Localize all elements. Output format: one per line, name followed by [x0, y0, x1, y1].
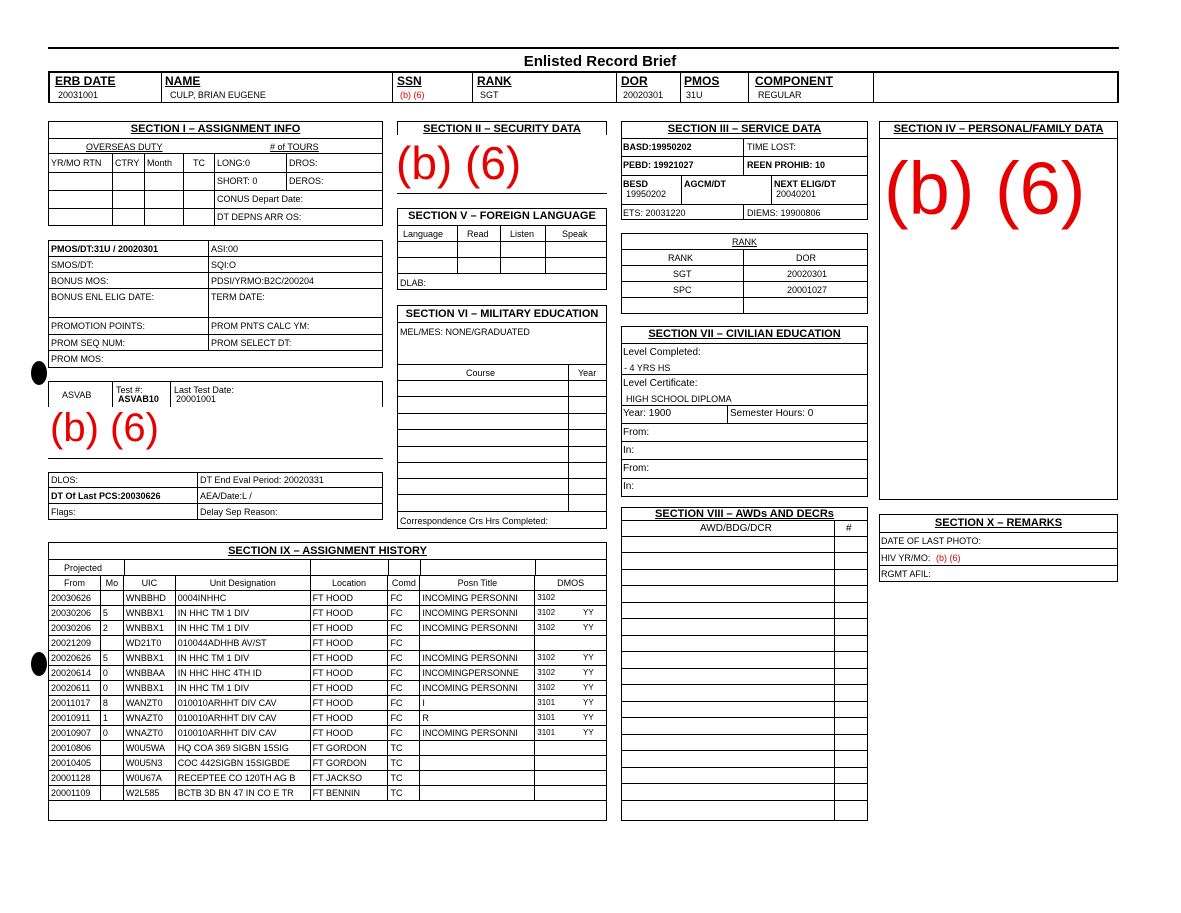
- top-rule: [48, 47, 1119, 49]
- table-cell: IN HHC TM 1 DIV: [175, 651, 310, 666]
- section6-title: SECTION VI – MILITARY EDUCATION: [405, 308, 599, 320]
- col-mo: Mo: [100, 576, 123, 591]
- table-cell: 20010405: [49, 756, 101, 771]
- table-cell: FT HOOD: [310, 591, 388, 606]
- col-from: From: [49, 576, 101, 591]
- section2-title: SECTION II – SECURITY DATA: [423, 123, 581, 135]
- section1-title: SECTION I – ASSIGNMENT INFO: [130, 123, 301, 135]
- dlab: DLAB:: [400, 278, 427, 288]
- table-cell: 2: [100, 621, 123, 636]
- lang-read: Read: [467, 229, 489, 239]
- table-cell: INCOMING PERSONNI: [420, 606, 535, 621]
- table-cell: YY: [571, 606, 607, 621]
- table-cell: 3101: [535, 696, 571, 711]
- hiv-value: (b) (6): [936, 553, 961, 563]
- section8-title: SECTION VIII – AWDs AND DECRs: [655, 508, 834, 520]
- table-cell: [535, 741, 571, 756]
- deros: DEROS:: [289, 176, 324, 186]
- table-cell: FT HOOD: [310, 726, 388, 741]
- table-cell: [535, 771, 571, 786]
- col-comd: Comd: [388, 576, 420, 591]
- table-cell: BCTB 3D BN 47 IN CO E TR: [175, 786, 310, 801]
- table-row: [49, 711, 607, 726]
- basd: BASD:19950202: [623, 142, 692, 152]
- table-row: [49, 741, 607, 756]
- table-cell: FT JACKSO: [310, 771, 388, 786]
- table-cell: 1: [100, 711, 123, 726]
- table-row: [49, 786, 607, 801]
- table-cell: 010010ARHHT DIV CAV: [175, 696, 310, 711]
- table-row: [49, 681, 607, 696]
- prom-mos: PROM MOS:: [51, 354, 104, 364]
- section10-title: SECTION X – REMARKS: [934, 517, 1063, 529]
- table-cell: W0U5N3: [123, 756, 175, 771]
- pmos-label: PMOS: [684, 74, 720, 88]
- dor-label: DOR: [621, 74, 648, 88]
- table-cell: 3102: [535, 651, 571, 666]
- table-cell: YY: [571, 681, 607, 696]
- table-cell: INCOMING PERSONNI: [420, 621, 535, 636]
- table-cell: INCOMING PERSONNI: [420, 591, 535, 606]
- table-cell: [100, 756, 123, 771]
- table-cell: [571, 741, 607, 756]
- table-cell: FT HOOD: [310, 651, 388, 666]
- table-cell: FT BENNIN: [310, 786, 388, 801]
- binder-hole-2: [31, 652, 47, 676]
- table-row: [49, 621, 607, 636]
- rank-label: RANK: [477, 74, 512, 88]
- col-posn: Posn Title: [420, 576, 535, 591]
- sqi: SQI:O: [211, 260, 237, 270]
- page-title: Enlisted Record Brief: [523, 53, 677, 70]
- table-row: [49, 666, 607, 681]
- civ-year: Year: 1900: [623, 408, 672, 419]
- table-cell: [100, 636, 123, 651]
- table-cell: WNBBHD: [123, 591, 175, 606]
- table-cell: 20030626: [49, 591, 101, 606]
- dt-depns: DT DEPNS ARR OS:: [217, 212, 302, 222]
- yrmo-rtn: YR/MO RTN: [51, 158, 102, 168]
- table-cell: [100, 741, 123, 756]
- rank-table-title: RANK: [731, 237, 757, 247]
- section4-redaction: (b) (6): [884, 147, 1086, 230]
- table-cell: 010010ARHHT DIV CAV: [175, 711, 310, 726]
- table-cell: [420, 756, 535, 771]
- table-cell: FC: [388, 591, 420, 606]
- table-cell: FT HOOD: [310, 636, 388, 651]
- table-cell: 0: [100, 666, 123, 681]
- section7-title: SECTION VII – CIVILIAN EDUCATION: [648, 328, 841, 340]
- col-unit: Unit Designation: [175, 576, 310, 591]
- table-cell: [420, 636, 535, 651]
- table-cell: IN HHC TM 1 DIV: [175, 681, 310, 696]
- bonus-mos: BONUS MOS:: [51, 276, 109, 286]
- section1-box: [48, 121, 383, 226]
- table-cell: FC: [388, 696, 420, 711]
- table-cell: COC 442SIGBN 15SIGBDE: [175, 756, 310, 771]
- conus-depart: CONUS Depart Date:: [217, 194, 304, 204]
- table-cell: HQ COA 369 SIGBN 15SIG: [175, 741, 310, 756]
- table-cell: W0U67A: [123, 771, 175, 786]
- col-dmos: DMOS: [535, 576, 607, 591]
- table-cell: 0004INHHC: [175, 591, 310, 606]
- mel: MEL/MES: NONE/GRADUATED: [400, 327, 530, 337]
- table-cell: [420, 741, 535, 756]
- table-cell: 20011017: [49, 696, 101, 711]
- name-value: CULP, BRIAN EUGENE: [170, 90, 266, 100]
- corr-hrs: Correspondence Crs Hrs Completed:: [400, 516, 549, 526]
- component-value: REGULAR: [758, 90, 802, 100]
- table-cell: INCOMING PERSONNI: [420, 681, 535, 696]
- date-last-photo: DATE OF LAST PHOTO:: [881, 536, 982, 546]
- table-cell: [571, 591, 607, 606]
- table-cell: [100, 771, 123, 786]
- table-cell: FT GORDON: [310, 756, 388, 771]
- section8-grid: [621, 520, 868, 821]
- diems: DIEMS: 19900806: [747, 208, 821, 218]
- projected-label: Projected: [64, 563, 103, 573]
- name-label: NAME: [165, 74, 201, 88]
- asvab-test-num-label: Test #:: [116, 385, 143, 395]
- table-cell: 5: [100, 606, 123, 621]
- table-row: [49, 756, 607, 771]
- table-row: [49, 606, 607, 621]
- table-cell: 3101: [535, 711, 571, 726]
- table-cell: FC: [388, 651, 420, 666]
- num-tours: # of TOURS: [270, 142, 319, 152]
- table-row: [49, 771, 607, 786]
- table-cell: 3102: [535, 621, 571, 636]
- table-cell: TC: [388, 786, 420, 801]
- assignment-history-table: [48, 575, 607, 801]
- table-row: [49, 696, 607, 711]
- table-cell: [420, 786, 535, 801]
- rgmt-afil: RGMT AFIL:: [881, 569, 931, 579]
- aea: AEA/Date:L /: [200, 491, 252, 501]
- col-uic: UIC: [123, 576, 175, 591]
- ctry: CTRY: [115, 158, 140, 168]
- table-cell: YY: [571, 726, 607, 741]
- table-cell: 20010911: [49, 711, 101, 726]
- dlos: DLOS:: [51, 475, 79, 485]
- section9-title: SECTION IX – ASSIGNMENT HISTORY: [228, 545, 427, 557]
- table-cell: FT HOOD: [310, 621, 388, 636]
- table-cell: FC: [388, 726, 420, 741]
- from-1: From:: [623, 427, 650, 438]
- table-cell: FT HOOD: [310, 711, 388, 726]
- table-cell: FC: [388, 636, 420, 651]
- lang-language: Language: [403, 229, 444, 239]
- pmos-dt: PMOS/DT:31U / 20020301: [51, 244, 159, 254]
- course-header: Course: [466, 368, 496, 378]
- erb-date-label: ERB DATE: [55, 74, 116, 88]
- table-cell: IN HHC TM 1 DIV: [175, 606, 310, 621]
- asvab-test-num: ASVAB10: [118, 394, 159, 404]
- table-cell: 3102: [535, 606, 571, 621]
- pdsi: PDSI/YRMO:B2C/200204: [211, 276, 315, 286]
- table-cell: 3102: [535, 666, 571, 681]
- table-cell: [571, 786, 607, 801]
- table-cell: INCOMING PERSONNI: [420, 651, 535, 666]
- binder-hole-1: [31, 361, 47, 385]
- table-cell: YY: [571, 621, 607, 636]
- level-completed-value: - 4 YRS HS: [624, 363, 671, 373]
- table-cell: INCOMING PERSONNI: [420, 726, 535, 741]
- table-cell: WD21T0: [123, 636, 175, 651]
- table-cell: WNBBAA: [123, 666, 175, 681]
- table-cell: 010010ARHHT DIV CAV: [175, 726, 310, 741]
- table-cell: 5: [100, 651, 123, 666]
- table-cell: 0: [100, 726, 123, 741]
- table-cell: W0U5WA: [123, 741, 175, 756]
- overseas-duty: OVERSEAS DUTY: [86, 142, 163, 152]
- table-cell: [535, 786, 571, 801]
- table-cell: [571, 771, 607, 786]
- dor-value: 20020301: [623, 90, 664, 100]
- next-elig: 20040201: [776, 189, 817, 199]
- table-cell: 20021209: [49, 636, 101, 651]
- next-elig-label: NEXT ELIG/DT: [774, 179, 837, 189]
- rank-row2-dor: 20001027: [787, 285, 828, 295]
- table-cell: FT GORDON: [310, 741, 388, 756]
- table-cell: 3101: [535, 726, 571, 741]
- table-cell: I: [420, 696, 535, 711]
- in-2: In:: [623, 481, 635, 492]
- dros: DROS:: [289, 158, 318, 168]
- time-lost: TIME LOST:: [747, 142, 797, 152]
- year-header: Year: [578, 368, 597, 378]
- table-cell: 20001128: [49, 771, 101, 786]
- table-cell: YY: [571, 696, 607, 711]
- besd-label: BESD: [623, 179, 649, 189]
- asi: ASI:00: [211, 244, 239, 254]
- table-cell: R: [420, 711, 535, 726]
- asvab-redaction: (b) (6): [50, 406, 159, 450]
- section5-title: SECTION V – FOREIGN LANGUAGE: [408, 210, 596, 222]
- table-cell: 20020611: [49, 681, 101, 696]
- rank-value: SGT: [480, 90, 499, 100]
- table-cell: RECEPTEE CO 120TH AG B: [175, 771, 310, 786]
- table-cell: 20010907: [49, 726, 101, 741]
- ets: ETS: 20031220: [623, 208, 686, 218]
- besd: 19950202: [626, 189, 667, 199]
- table-cell: W2L585: [123, 786, 175, 801]
- table-cell: FC: [388, 711, 420, 726]
- reen: REEN PROHIB: 10: [747, 160, 826, 170]
- table-cell: WNBBX1: [123, 651, 175, 666]
- from-2: From:: [623, 463, 650, 474]
- table-cell: 20010806: [49, 741, 101, 756]
- table-cell: [100, 786, 123, 801]
- level-cert-value: HIGH SCHOOL DIPLOMA: [626, 394, 732, 404]
- table-cell: FC: [388, 681, 420, 696]
- lang-listen: Listen: [510, 229, 535, 239]
- delay-sep: Delay Sep Reason:: [200, 507, 278, 517]
- table-cell: 20020626: [49, 651, 101, 666]
- table-cell: 20030206: [49, 606, 101, 621]
- section3-box: [621, 121, 868, 220]
- asvab-label: ASVAB: [62, 390, 92, 400]
- month: Month: [147, 158, 173, 168]
- table-cell: TC: [388, 771, 420, 786]
- table-cell: 20030206: [49, 621, 101, 636]
- table-cell: TC: [388, 756, 420, 771]
- ssn-label: SSN: [397, 74, 422, 88]
- table-cell: WNAZT0: [123, 726, 175, 741]
- table-cell: FT HOOD: [310, 681, 388, 696]
- table-cell: WNBBX1: [123, 606, 175, 621]
- short: SHORT: 0: [217, 176, 258, 186]
- prom-seq: PROM SEQ NUM:: [51, 338, 126, 348]
- rank-row2-rank: SPC: [673, 285, 692, 295]
- rank-row1-dor: 20020301: [787, 269, 828, 279]
- table-cell: FT HOOD: [310, 666, 388, 681]
- ssn-value: (b) (6): [400, 90, 425, 100]
- col-location: Location: [310, 576, 388, 591]
- table-row: [49, 726, 607, 741]
- table-cell: WNAZT0: [123, 711, 175, 726]
- prom-pnts-calc: PROM PNTS CALC YM:: [211, 321, 310, 331]
- table-row: [49, 651, 607, 666]
- awd-header: AWD/BDG/DCR: [700, 523, 772, 534]
- table-cell: YY: [571, 651, 607, 666]
- promotion-points: PROMOTION POINTS:: [51, 321, 146, 331]
- section6-box: [397, 305, 607, 529]
- prom-select: PROM SELECT DT:: [211, 338, 292, 348]
- table-row: [49, 591, 607, 606]
- erb-date-value: 20031001: [58, 90, 99, 100]
- asvab-last-test: 20001001: [176, 394, 217, 404]
- table-cell: FC: [388, 666, 420, 681]
- table-cell: YY: [571, 711, 607, 726]
- smos-dt: SMOS/DT:: [51, 260, 94, 270]
- semester-hours: Semester Hours: 0: [730, 408, 814, 419]
- tc: TC: [193, 158, 205, 168]
- table-cell: INCOMINGPERSONNE: [420, 666, 535, 681]
- section2-redaction: (b) (6): [396, 137, 522, 189]
- flags: Flags:: [51, 507, 76, 517]
- table-cell: 8: [100, 696, 123, 711]
- level-completed: Level Completed:: [623, 347, 701, 358]
- table-cell: WNBBX1: [123, 681, 175, 696]
- table-cell: 3102: [535, 681, 571, 696]
- table-cell: FC: [388, 621, 420, 636]
- dt-end-eval: DT End Eval Period: 20020331: [200, 475, 324, 485]
- table-cell: [100, 591, 123, 606]
- table-cell: [535, 756, 571, 771]
- section4-title: SECTION IV – PERSONAL/FAMILY DATA: [893, 123, 1104, 135]
- table-cell: [571, 756, 607, 771]
- agcm: AGCM/DT: [684, 179, 726, 189]
- table-cell: [420, 771, 535, 786]
- table-cell: FT HOOD: [310, 696, 388, 711]
- table-cell: IN HHC HHC 4TH ID: [175, 666, 310, 681]
- bonus-enl: BONUS ENL ELIG DATE:: [51, 292, 155, 302]
- table-cell: [571, 636, 607, 651]
- hiv-label: HIV YR/MO:: [881, 553, 931, 563]
- table-cell: WNBBX1: [123, 621, 175, 636]
- table-cell: YY: [571, 666, 607, 681]
- table-header-row: [49, 576, 607, 591]
- table-cell: 010044ADHHB AV/ST: [175, 636, 310, 651]
- rank-col2: DOR: [796, 253, 816, 263]
- rank-row1-rank: SGT: [673, 269, 692, 279]
- in-1: In:: [623, 445, 635, 456]
- long: LONG:0: [217, 158, 251, 168]
- table-cell: TC: [388, 741, 420, 756]
- rank-col1: RANK: [668, 253, 694, 263]
- table-cell: WANZT0: [123, 696, 175, 711]
- table-row: [49, 636, 607, 651]
- level-cert: Level Certificate:: [623, 378, 698, 389]
- table-cell: [535, 636, 571, 651]
- term-date: TERM DATE:: [211, 292, 265, 302]
- table-cell: 3102: [535, 591, 571, 606]
- component-label: COMPONENT: [755, 74, 833, 88]
- pmos-value: 31U: [686, 90, 703, 100]
- table-cell: 20001109: [49, 786, 101, 801]
- table-cell: FC: [388, 606, 420, 621]
- table-cell: FT HOOD: [310, 606, 388, 621]
- section3-title: SECTION III – SERVICE DATA: [667, 123, 822, 135]
- table-cell: 20020614: [49, 666, 101, 681]
- dt-last-pcs: DT Of Last PCS:20030626: [51, 491, 161, 501]
- table-cell: IN HHC TM 1 DIV: [175, 621, 310, 636]
- num-header: #: [846, 523, 852, 534]
- pebd: PEBD: 19921027: [623, 160, 694, 170]
- table-cell: 0: [100, 681, 123, 696]
- lang-speak: Speak: [562, 229, 588, 239]
- asvab-last-test-label: Last Test Date:: [174, 385, 234, 395]
